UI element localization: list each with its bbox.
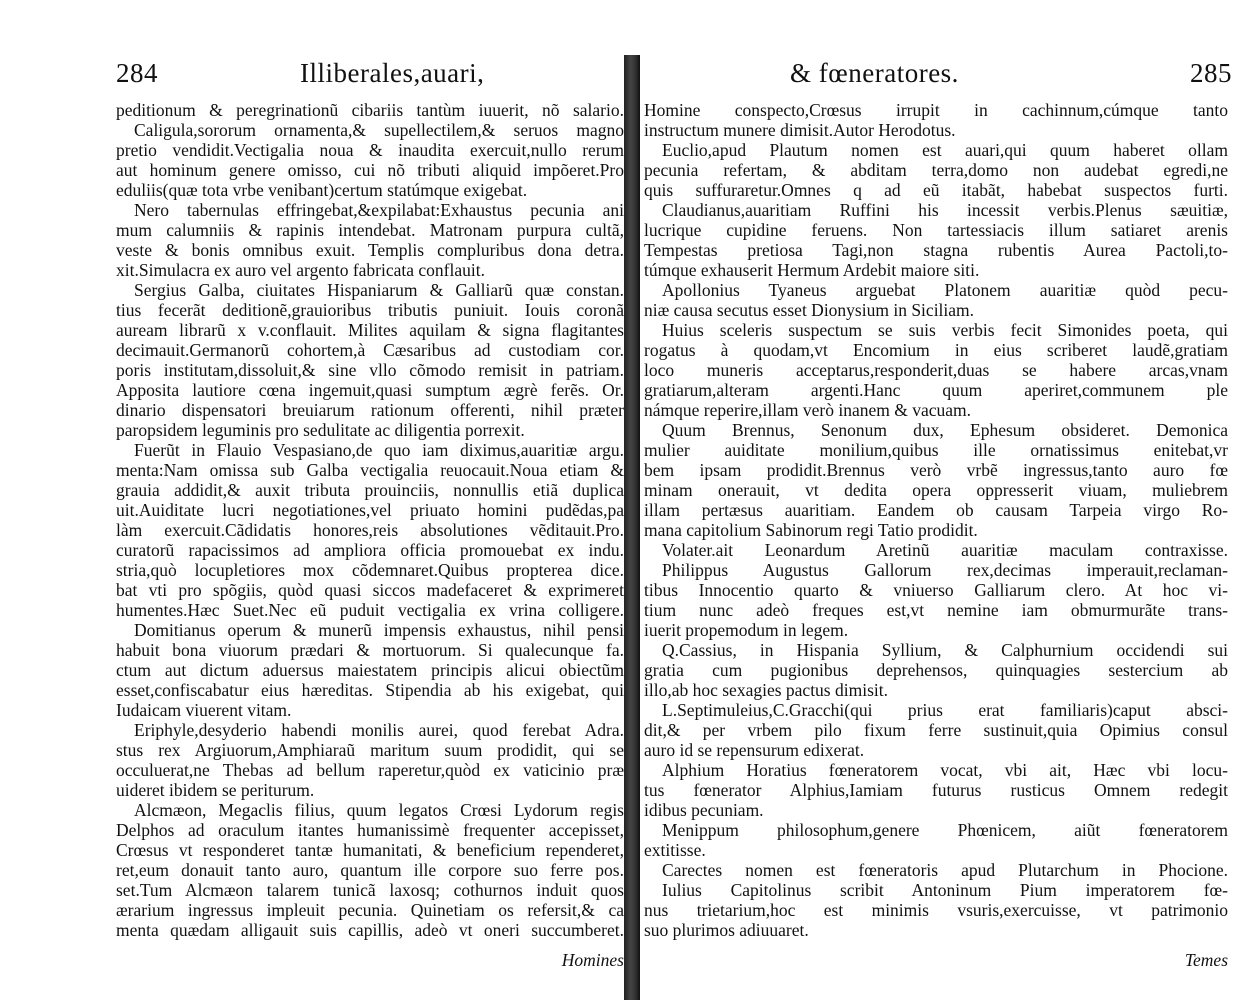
left-text-block	[116, 100, 624, 980]
text-line: paropsidem leguminis pro sedulitate ac diligentia porrexit.	[116, 420, 525, 440]
text-line: rogatus à quodam,vt Encomium in eius scriberet laudẽ,gratiam	[644, 340, 1228, 360]
text-line: Carectes nomen est fœneratoris apud Plutarchum in Phocione.	[662, 860, 1228, 880]
text-line: auream librarũ x v.conflauit. Milites aquilam & signa flagitantes	[116, 320, 624, 340]
text-line: tus fœnerator Alphius,Iamiam futurus rusticus Omnem redegit	[644, 780, 1228, 800]
text-line: idibus pecuniam.	[644, 800, 764, 820]
text-line: stus rex Argiuorum,Amphiaraũ maritum suum prodidit, qui se	[116, 740, 624, 760]
text-line: gratia cum pugionibus deprehensos, quinquagies sestercium ab	[644, 660, 1228, 680]
text-line: ret,eum donauit tanto auro, quantum ille corpore suo ferre pos.	[116, 860, 624, 880]
text-line: mulier auiditate monilium,quibus ille ornatissimus enitebat,vr	[644, 440, 1228, 460]
text-line: curatorũ rapacissimos ad ampliora officia promouebat ex indu.	[116, 540, 624, 560]
text-line: menta:Nam omissa sub Galba vectigalia reuocauit.Noua etiam &	[116, 460, 624, 480]
text-line: grauia addidit,& auxit tributa prouinciis, nonnullis etiã duplica	[116, 480, 624, 500]
text-line: menta quædam alligauit suis capillis, adeò vt oneri succumberet.	[116, 920, 624, 940]
text-line: poris institutam,dissoluit,& sine vllo cõmodo remisit in patriam.	[116, 360, 624, 380]
text-line: mana capitolium Sabinorum regi Tatio prodidit.	[644, 520, 978, 540]
text-line: set.Tum Alcmæon talarem tunicã laxosq; cothurnos induit quos	[116, 880, 624, 900]
text-line: illam pertæsus auaritiam. Eandem ob causam Tarpeia virgo Ro-	[644, 500, 1228, 520]
page-number-right: 285	[1190, 58, 1232, 88]
book-gutter	[624, 55, 640, 1000]
text-line: Alphium Horatius fœneratorem vocat, vbi ait, Hæc vbi locu-	[662, 760, 1228, 780]
text-line: extitisse.	[644, 840, 706, 860]
text-line: Homine conspecto,Crœsus irrupit in cachinnum,cúmque tanto	[644, 100, 1228, 120]
text-line: bat vti pro spõgiis, quòd quasi siccos madefaceret & exprimeret	[116, 580, 624, 600]
text-line: làm exercuit.Cãdidatis honores,reis absolutiones vẽditauit.Pro.	[116, 520, 624, 540]
text-line: lucrique cupidine feruens. Non tartessiacis illum satiaret arenis	[644, 220, 1228, 240]
text-line: nus trietarium,hoc est minimis vsuris,exercuisse, vt patrimonio	[644, 900, 1228, 920]
running-head-right: & fœneratores.	[790, 58, 959, 88]
text-line: occuluerat,ne Thebas ad bellum raperetur,quòd ex vaticinio præ	[116, 760, 624, 780]
text-line: habuit bona viuorum prædari & mortuorum. Si qualecunque fa.	[116, 640, 624, 660]
text-line: Euclio,apud Plautum nomen est auari,qui quum haberet ollam	[662, 140, 1228, 160]
page-number-left: 284	[116, 58, 158, 88]
text-line: iuerit propemodum in legem.	[644, 620, 849, 640]
text-line: dit,& per vrbem pilo fixum ferre sustinuit,quia Opimius consul	[644, 720, 1228, 740]
text-line: niæ causa secutus esset Dionysium in Siciliam.	[644, 300, 975, 320]
catchword: Homines	[561, 950, 624, 970]
text-line: Iulius Capitolinus scribit Antoninum Pium imperatorem fœ-	[662, 880, 1228, 900]
text-line: veste & bonis omnibus exuit. Templis compluribus dona detra.	[116, 240, 624, 260]
text-line: Delphos ad oraculum itantes humanissimè frequenter accepisset,	[116, 820, 624, 840]
text-line: Domitianus operum & munerũ impensis exhaustus, nihil pensi	[134, 620, 624, 640]
text-line: tius fecerãt deditionẽ,grauioribus tributis puniuit. Iouis coronã	[116, 300, 624, 320]
text-line: Eriphyle,desyderio habendi monilis aurei, quod ferebat Adra.	[134, 720, 624, 740]
text-line: ærarium ingressus impleuit pecunia. Quinetiam os refersit,& ca	[116, 900, 624, 920]
text-line: Huius sceleris suspectum se suis verbis fecit Simonides poeta, qui	[662, 320, 1228, 340]
text-line: Caligula,sororum ornamenta,& supellectilem,& seruos magno	[134, 120, 624, 140]
text-line: Alcmæon, Megaclis filius, quum legatos Crœsi Lydorum regis	[134, 800, 624, 820]
text-line: Claudianus,auaritiam Ruffini his incessit verbis.Plenus sæuitiæ,	[662, 200, 1228, 220]
text-line: tibus Innocentio quarto & vniuerso Galliarum clero. At hoc vi-	[644, 580, 1228, 600]
running-head-left: Illiberales,auari,	[300, 58, 485, 88]
text-line: námque reperire,illam verò inanem & vacuam.	[644, 400, 972, 420]
text-line: dinario dispensatori breuiarum rationum offerenti, nihil præter	[116, 400, 624, 420]
text-line: aut hominum genere omisso, cui nõ tributi aliquid impõeret.Pro	[116, 160, 624, 180]
text-line: Sergius Galba, ciuitates Hispaniarum & Galliarũ quæ constan.	[134, 280, 624, 300]
text-line: tium nunc adeò freques est,vt nemine iam obmurmurãte trans-	[644, 600, 1228, 620]
right-page	[642, 0, 1243, 1000]
text-line: gratiarum,alteram argenti.Hanc quum aperiret,communem ple	[644, 380, 1228, 400]
text-line: L.Septimuleius,C.Gracchi(qui prius erat familiaris)caput absci-	[662, 700, 1228, 720]
text-line: bem ipsam prodidit.Brennus verò vrbẽ ingressus,tanto auro fœ	[644, 460, 1228, 480]
text-line: uit.Auiditate lucri negotiationes,vel priuato homini pudẽdas,pa	[116, 500, 624, 520]
text-line: Tempestas pretiosa Tagi,non stagna rubentis Aurea Pactoli,to-	[644, 240, 1228, 260]
text-line: decimauit.Germanorũ cohortem,à Cæsaribus ad custodiam cor.	[116, 340, 624, 360]
text-line: xit.Simulacra ex auro vel argento fabricata conflauit.	[116, 260, 485, 280]
text-line: Quum Brennus, Senonum dux, Ephesum obsideret. Demonica	[662, 420, 1228, 440]
text-line: eduliis(quæ tota vrbe venibant)certum statúmque exigebat.	[116, 180, 528, 200]
text-line: humentes.Hæc Suet.Nec eũ puduit vectigalia ex vrina colligere.	[116, 600, 624, 620]
text-line: Volater.ait Leonardum Aretinũ auaritiæ maculam contraxisse.	[662, 540, 1228, 560]
text-line: Menippum philosophum,genere Phœnicem, aiũt fœneratorem	[662, 820, 1228, 840]
text-line: mum calumniis & rapinis intendebat. Matronam purpura cultã,	[116, 220, 624, 240]
text-line: pretio vendidit.Vectigalia noua & inaudita exercuit,nullo rerum	[116, 140, 624, 160]
text-line: Q.Cassius, in Hispania Syllium, & Calphurnium occidendi sui	[662, 640, 1228, 660]
text-line: instructum munere dimisit.Autor Herodotus.	[644, 120, 956, 140]
text-line: Philippus Augustus Gallorum rex,decimas imperauit,reclaman-	[662, 560, 1228, 580]
text-line: peditionum & peregrinationũ cibariis tantùm iuuerit, nõ salario.	[116, 100, 624, 120]
right-text-block	[644, 100, 1228, 980]
catchword: Temes	[1184, 950, 1228, 970]
text-line: minam onerauit, vt dedita opera oppresserit viuam, muliebrem	[644, 480, 1228, 500]
text-line: pecunia refertam, & abditam terra,domo non audebat egredi,ne	[644, 160, 1228, 180]
text-line: Nero tabernulas effringebat,&expilabat:Exhaustus pecunia ani	[134, 200, 624, 220]
text-line: loco muneris acceptarus,responderit,duas se habere arcas,vnam	[644, 360, 1228, 380]
text-line: Apposita lautiore cœna ingemuit,quasi sumptum ægrè ferẽs. Or.	[116, 380, 624, 400]
text-line: Iudaicam viuerent vitam.	[116, 700, 292, 720]
text-line: suo plurimos adiuuaret.	[644, 920, 809, 940]
text-line: stria,quò locupletiores mox cõdemnaret.Quibus propterea dice.	[116, 560, 624, 580]
text-line: túmque exhauserit Hermum Ardebit maiore siti.	[644, 260, 980, 280]
text-line: auro id se repensurum edixerat.	[644, 740, 865, 760]
text-line: Apollonius Tyaneus arguebat Platonem auaritiæ quòd pecu-	[662, 280, 1228, 300]
text-line: esset,confiscabatur eius hæreditas. Stipendia ab his exigebat, qui	[116, 680, 624, 700]
text-line: illo,ab hoc sexagies pactus dimisit.	[644, 680, 888, 700]
text-line: Crœsus vt responderet tantæ humanitati, & beneficium rependeret,	[116, 840, 624, 860]
text-line: uideret ibidem se periturum.	[116, 780, 315, 800]
text-line: quis suffuraretur.Omnes q ad eũ itabãt, habebat suspectos furti.	[644, 180, 1228, 200]
text-line: ctum aut dictum aduersus maiestatem principis alicui obiectũm	[116, 660, 624, 680]
text-line: Fuerũt in Flauio Vespasiano,de quo iam diximus,auaritiæ argu.	[134, 440, 624, 460]
